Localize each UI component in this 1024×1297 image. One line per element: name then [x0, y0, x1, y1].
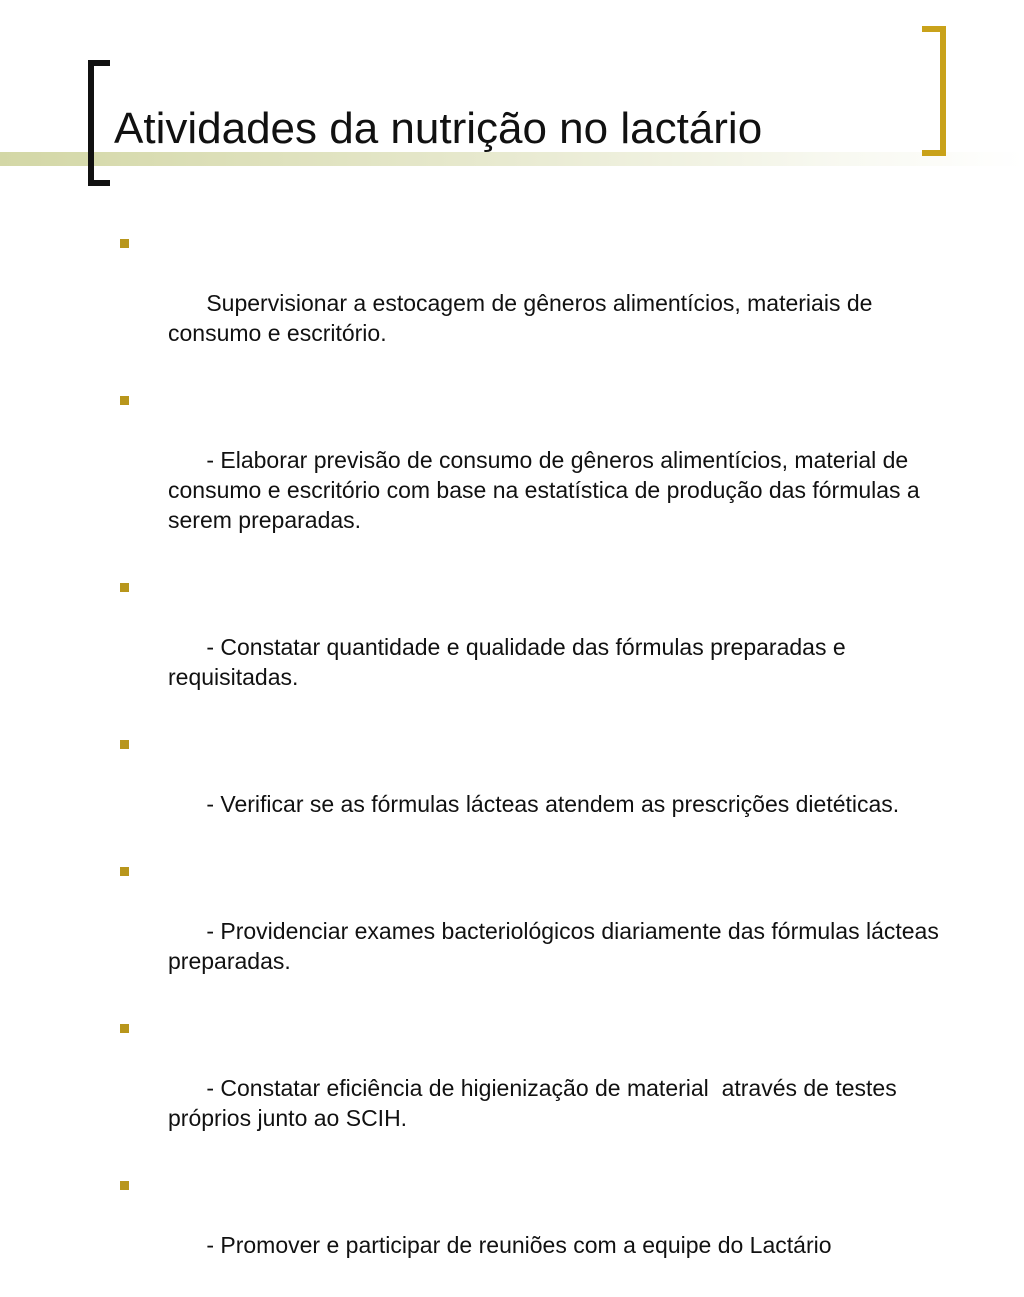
- bullet-item: [118, 228, 968, 378]
- bullet-text: - Verificar se as fórmulas lácteas atendem as prescrições dietéticas.: [206, 791, 900, 817]
- bullet-list: [118, 228, 968, 1297]
- bullet-text: - Elaborar previsão de consumo de gêneros alimentícios, material de consumo e escritório com base na estatística de produção das fórmulas a serem preparadas.: [168, 447, 927, 533]
- slide-title: Atividades da nutrição no lactário: [114, 104, 763, 153]
- bullet-item: [118, 1013, 968, 1163]
- right-bracket-decoration: [922, 26, 946, 156]
- square-bullet-icon: [120, 583, 129, 592]
- square-bullet-icon: [120, 239, 129, 248]
- square-bullet-icon: [120, 1024, 129, 1033]
- square-bullet-icon: [120, 396, 129, 405]
- square-bullet-icon: [120, 867, 129, 876]
- square-bullet-icon: [120, 1181, 129, 1190]
- bullet-text: Supervisionar a estocagem de gêneros alimentícios, materiais de consumo e escritório.: [168, 290, 879, 346]
- bullet-item: [118, 1170, 968, 1290]
- bullet-item: [118, 729, 968, 849]
- bullet-item: [118, 856, 968, 1006]
- left-bracket-decoration: [88, 60, 110, 186]
- bullet-text: - Constatar eficiência de higienização de material através de testes próprios junto ao SCIH.: [168, 1075, 904, 1131]
- bullet-text: - Constatar quantidade e qualidade das fórmulas preparadas e requisitadas.: [168, 634, 853, 690]
- bullet-item: [118, 385, 968, 565]
- square-bullet-icon: [120, 740, 129, 749]
- bullet-text: - Promover e participar de reuniões com a equipe do Lactário: [206, 1232, 832, 1258]
- bullet-item: [118, 572, 968, 722]
- bullet-text: - Providenciar exames bacteriológicos diariamente das fórmulas lácteas preparadas.: [168, 918, 946, 974]
